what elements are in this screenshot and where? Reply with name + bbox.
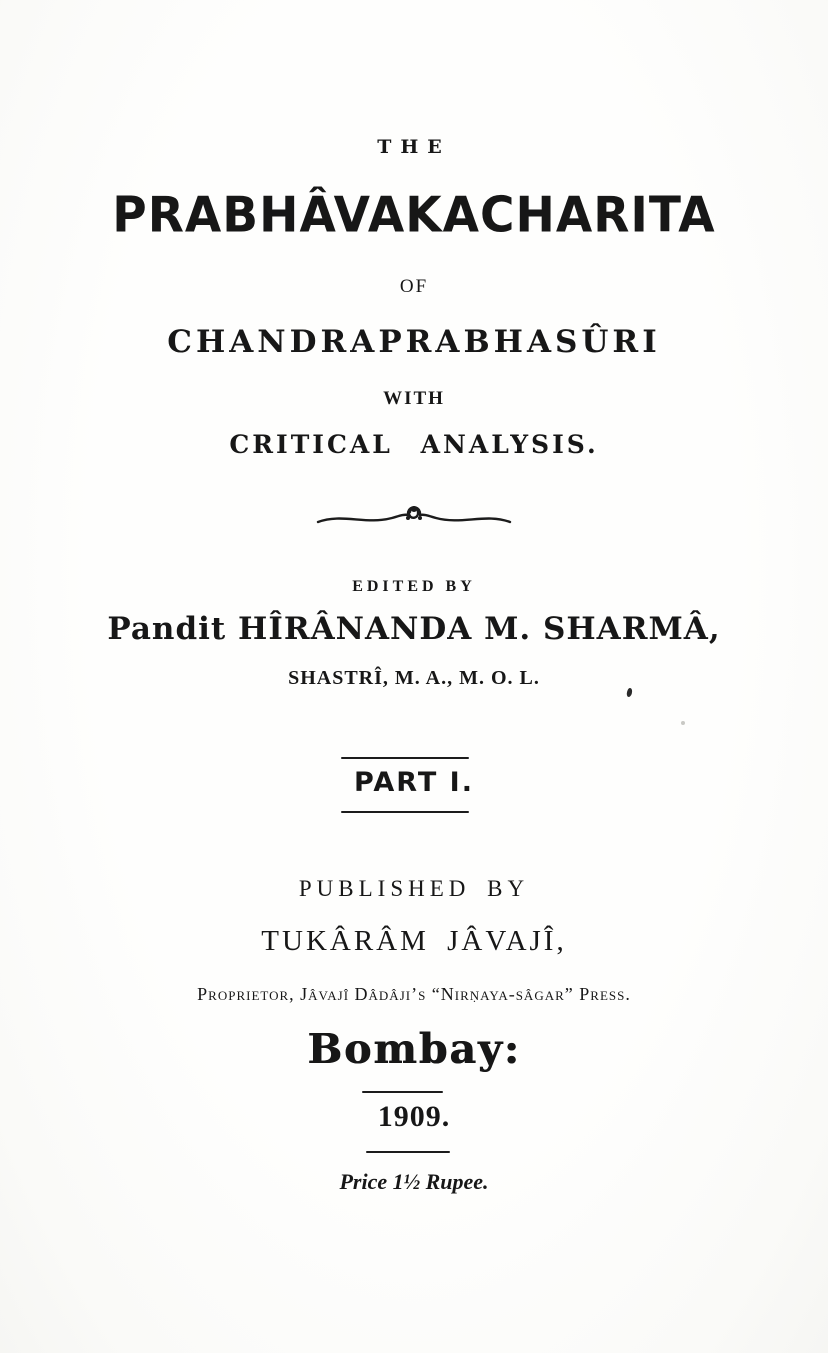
publication-city: Bombay: — [307, 1025, 521, 1073]
published-by-label: PUBLISHED BY — [298, 876, 530, 901]
part-divider-top — [341, 757, 469, 759]
book-subtitle: CRITICAL ANALYSIS. — [229, 430, 599, 459]
year-divider-top — [362, 1091, 443, 1093]
of-label: OF — [399, 276, 429, 297]
flourish-divider-icon — [0, 502, 828, 538]
publication-year: 1909. — [377, 1100, 451, 1133]
price-label: Price 1½ Rupee. — [339, 1169, 489, 1194]
series-label: THE — [377, 136, 451, 158]
editor-titles: SHASTRÎ, M. A., M. O. L. — [288, 667, 540, 689]
publisher-role: Proprietor, Jâvajî Dâdâji’s “Nirṇaya-sâgar” Press. — [197, 984, 631, 1004]
scan-speck — [626, 687, 633, 697]
scan-speck — [681, 721, 685, 725]
with-label: WITH — [383, 388, 445, 409]
part-divider-bottom — [341, 811, 469, 813]
book-title: PRABHÂVAKACHARITA — [112, 186, 716, 245]
publisher-name: TUKÂRÂM JÂVAJÎ, — [261, 925, 567, 957]
editor-name: Pandit HÎRÂNANDA M. SHARMÂ, — [107, 611, 721, 647]
edited-by-label: EDITED BY — [352, 578, 476, 595]
book-subject: CHANDRAPRABHASÛRI — [167, 324, 661, 360]
year-divider-bottom — [366, 1151, 450, 1153]
part-label: PART I. — [354, 767, 474, 798]
